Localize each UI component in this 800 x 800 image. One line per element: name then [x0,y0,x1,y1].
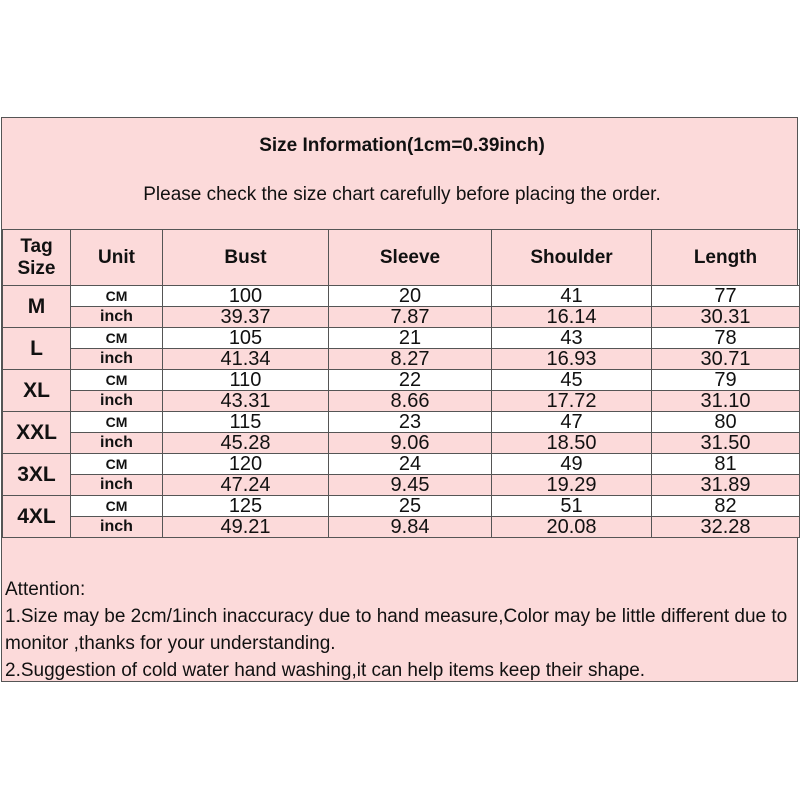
table-body [3,286,800,538]
sleeve-inch-cell: 8.66 [329,391,492,412]
attention-line-1: 1.Size may be 2cm/1inch inaccuracy due to hand measure,Color may be little different due to monitor ,thanks for your understanding. [5,606,788,654]
shoulder-cm-cell: 43 [492,328,652,349]
tag-size-cell: M [3,286,71,328]
tag-size-cell: XL [3,370,71,412]
table-row [3,391,800,412]
bust-cm-cell: 120 [163,454,329,475]
bust-inch-cell: 39.37 [163,307,329,328]
table-row [3,328,800,349]
unit-cell-inch: inch [71,475,163,496]
unit-cell-inch: inch [71,391,163,412]
sleeve-cm-cell: 20 [329,286,492,307]
bust-cm-cell: 125 [163,496,329,517]
shoulder-inch-cell: 16.14 [492,307,652,328]
sleeve-inch-cell: 9.45 [329,475,492,496]
unit-cell-cm: CM [71,328,163,349]
table-row [3,286,800,307]
length-inch-cell: 31.10 [652,391,800,412]
table-row [3,349,800,370]
sleeve-inch-cell: 9.06 [329,433,492,454]
page-title: Size Information(1cm=0.39inch) [259,135,545,156]
table-row [3,517,800,538]
header-tag-size-line2: Size [17,257,56,279]
table-row [3,307,800,328]
table-row [3,496,800,517]
shoulder-cm-cell: 47 [492,412,652,433]
page-subtitle: Please check the size chart carefully before placing the order. [143,184,661,205]
header-length: Length [652,230,800,286]
unit-cell-inch: inch [71,307,163,328]
attention-line-2: 2.Suggestion of cold water hand washing,it can help items keep their shape. [5,660,646,681]
attention-heading: Attention: [5,579,86,600]
table-row [3,433,800,454]
table-row [3,412,800,433]
bust-inch-cell: 49.21 [163,517,329,538]
sleeve-cm-cell: 24 [329,454,492,475]
sleeve-cm-cell: 22 [329,370,492,391]
unit-cell-inch: inch [71,517,163,538]
sleeve-cm-cell: 25 [329,496,492,517]
unit-cell-inch: inch [71,349,163,370]
header-bust: Bust [163,230,329,286]
length-cm-cell: 80 [652,412,800,433]
unit-cell-inch: inch [71,433,163,454]
size-table [2,229,800,538]
header-tag-size [3,230,71,286]
sleeve-inch-cell: 7.87 [329,307,492,328]
table-header-row [3,230,800,286]
bust-inch-cell: 43.31 [163,391,329,412]
length-inch-cell: 31.50 [652,433,800,454]
table-row [3,370,800,391]
length-cm-cell: 82 [652,496,800,517]
table-row [3,454,800,475]
table-row [3,475,800,496]
length-cm-cell: 78 [652,328,800,349]
unit-cell-cm: CM [71,412,163,433]
attention-notes [5,576,795,684]
shoulder-inch-cell: 17.72 [492,391,652,412]
unit-cell-cm: CM [71,286,163,307]
shoulder-inch-cell: 18.50 [492,433,652,454]
length-inch-cell: 32.28 [652,517,800,538]
length-inch-cell: 30.71 [652,349,800,370]
shoulder-cm-cell: 41 [492,286,652,307]
size-chart-sheet [1,117,798,682]
length-inch-cell: 31.89 [652,475,800,496]
length-cm-cell: 79 [652,370,800,391]
sleeve-cm-cell: 23 [329,412,492,433]
shoulder-cm-cell: 45 [492,370,652,391]
header-tag-size-line1: Tag [20,235,53,257]
bust-inch-cell: 41.34 [163,349,329,370]
tag-size-cell: L [3,328,71,370]
unit-cell-cm: CM [71,370,163,391]
bust-cm-cell: 105 [163,328,329,349]
tag-size-cell: XXL [3,412,71,454]
size-chart-header [2,118,797,230]
tag-size-cell: 4XL [3,496,71,538]
length-cm-cell: 81 [652,454,800,475]
shoulder-cm-cell: 51 [492,496,652,517]
length-cm-cell: 77 [652,286,800,307]
shoulder-inch-cell: 19.29 [492,475,652,496]
header-shoulder: Shoulder [492,230,652,286]
bust-cm-cell: 115 [163,412,329,433]
bust-inch-cell: 45.28 [163,433,329,454]
bust-cm-cell: 100 [163,286,329,307]
sleeve-cm-cell: 21 [329,328,492,349]
length-inch-cell: 30.31 [652,307,800,328]
unit-cell-cm: CM [71,496,163,517]
unit-cell-cm: CM [71,454,163,475]
shoulder-inch-cell: 16.93 [492,349,652,370]
shoulder-cm-cell: 49 [492,454,652,475]
shoulder-inch-cell: 20.08 [492,517,652,538]
header-sleeve: Sleeve [329,230,492,286]
sleeve-inch-cell: 9.84 [329,517,492,538]
header-unit: Unit [71,230,163,286]
sleeve-inch-cell: 8.27 [329,349,492,370]
tag-size-cell: 3XL [3,454,71,496]
bust-inch-cell: 47.24 [163,475,329,496]
bust-cm-cell: 110 [163,370,329,391]
